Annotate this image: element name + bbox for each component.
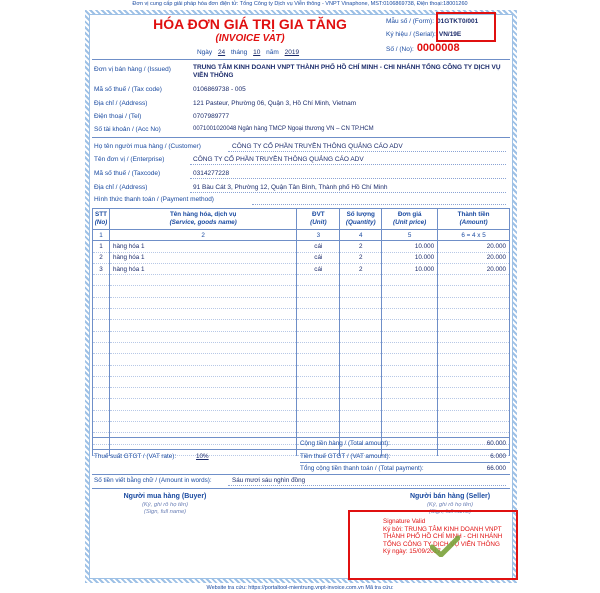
buyer-customer: CÔNG TY CỔ PHẦN TRUYỀN THÔNG QUẢNG CÁO ADV bbox=[232, 143, 403, 150]
cell-no: 3 bbox=[93, 263, 110, 274]
payment-method-dots bbox=[252, 204, 506, 205]
date-month: 10 bbox=[253, 49, 261, 56]
table-row-empty bbox=[93, 275, 510, 286]
cell-amount: 20.000 bbox=[438, 263, 510, 274]
signature-signed-date: Ký ngày: 15/09/2017 bbox=[383, 548, 441, 556]
table-row bbox=[93, 241, 510, 252]
invoice-no-line bbox=[386, 42, 460, 54]
table-row-empty bbox=[93, 365, 510, 376]
amount-words-label: Số tiền viết bằng chữ / (Amount in words): bbox=[94, 477, 212, 484]
invoice-no-label: Số / (No): bbox=[386, 46, 414, 53]
date-prefix: Ngày bbox=[196, 49, 213, 56]
date-year: 2019 bbox=[284, 49, 300, 56]
cell-price: 10.000 bbox=[382, 252, 438, 263]
table-header-row bbox=[93, 209, 510, 230]
cell-unit: cái bbox=[297, 252, 340, 263]
col-index: 5 bbox=[382, 230, 438, 241]
buyer-tax-dots bbox=[190, 178, 506, 179]
vat-rate-label: Thuế suất GTGT / (VAT rate): bbox=[94, 453, 177, 460]
cell-unit: cái bbox=[297, 263, 340, 274]
form-value: 01GTKT0/001 bbox=[437, 18, 479, 25]
buyer-address: 91 Bàu Cát 3, Phường 12, Quận Tân Bình, Thành phố Hồ Chí Minh bbox=[193, 184, 388, 191]
seller-tax-label: Mã số thuế / (Tax code) bbox=[94, 86, 162, 93]
cell-qty: 2 bbox=[340, 241, 382, 252]
header-divider bbox=[92, 59, 510, 60]
buyer-enterprise: CÔNG TY CỔ PHẦN TRUYỀN THÔNG QUẢNG CÁO ADV bbox=[193, 156, 364, 163]
seller-sign-sub1: (Ký, ghi rõ họ tên) bbox=[426, 502, 474, 508]
table-row-empty bbox=[93, 388, 510, 399]
cell-no: 2 bbox=[93, 252, 110, 263]
table-row-empty bbox=[93, 354, 510, 365]
invoice-subtitle: (INVOICE VAT) bbox=[215, 33, 285, 44]
table-row-empty bbox=[93, 286, 510, 297]
col-header-price: Đơn giá (Unit price) bbox=[382, 209, 438, 230]
cell-qty: 2 bbox=[340, 263, 382, 274]
table-row-empty bbox=[93, 399, 510, 410]
col-index: 2 bbox=[109, 230, 296, 241]
cell-price: 10.000 bbox=[382, 241, 438, 252]
table-row-empty bbox=[93, 410, 510, 421]
buyer-enterprise-label: Tên đơn vị / (Enterprise) bbox=[94, 156, 165, 163]
table-row-empty bbox=[93, 309, 510, 320]
seller-name-label: Đơn vị bán hàng / (Issued) bbox=[94, 66, 171, 73]
seller-sign-title: Người bán hàng (Seller) bbox=[409, 493, 491, 500]
buyer-customer-dots bbox=[228, 151, 506, 152]
vat-amount-label: Tiền thuế GTGT / (VAT amount): bbox=[300, 453, 391, 460]
col-header-amount: Thành tiền (Amount) bbox=[438, 209, 510, 230]
table-row-empty bbox=[93, 342, 510, 353]
cell-name: hàng hóa 1 bbox=[109, 241, 296, 252]
cell-no: 1 bbox=[93, 241, 110, 252]
total-amount-value: 60.000 bbox=[486, 440, 506, 447]
date-day: 24 bbox=[217, 49, 226, 56]
seller-acc-label: Số tài khoản / (Acc No) bbox=[94, 126, 161, 133]
form-label: Mẫu số / (Form): bbox=[386, 18, 435, 25]
cell-amount: 20.000 bbox=[438, 241, 510, 252]
col-header-qty: Số lượng (Quantity) bbox=[340, 209, 382, 230]
totals-divider-3 bbox=[92, 474, 510, 475]
table-row-empty bbox=[93, 320, 510, 331]
buyer-tax-label: Mã số thuế / (Taxcode) bbox=[94, 170, 161, 177]
table-row-empty bbox=[93, 331, 510, 342]
total-payment-value: 66.000 bbox=[486, 465, 506, 472]
seller-tax: 0106869738 - 005 bbox=[193, 86, 246, 93]
col-header-unit: ĐVT (Unit) bbox=[297, 209, 340, 230]
items-table bbox=[92, 208, 510, 456]
buyer-customer-label: Họ tên người mua hàng / (Customer) bbox=[94, 143, 201, 150]
totals-divider-1 bbox=[92, 449, 510, 450]
seller-acc: 007100102004​8 Ngân hàng TMCP Ngoại thương VN – CN TP.HCM bbox=[193, 126, 374, 132]
serial-value: VN/19E bbox=[438, 31, 462, 38]
seller-tel: 0707989777 bbox=[193, 113, 230, 120]
seller-sign-sub2: (Sign, full name) bbox=[428, 509, 472, 515]
totals-divider-2 bbox=[300, 462, 510, 463]
table-row-empty bbox=[93, 297, 510, 308]
meta-highlight-box bbox=[436, 12, 496, 42]
seller-tel-label: Điện thoại / (Tel) bbox=[94, 113, 142, 120]
seller-address-label: Địa chỉ / (Address) bbox=[94, 100, 148, 107]
invoice-title: HÓA ĐƠN GIÁ TRỊ GIA TĂNG bbox=[153, 16, 347, 32]
col-index: 4 bbox=[340, 230, 382, 241]
signature-valid-title: Signature Valid bbox=[383, 518, 426, 525]
buyer-sign-sub1: (Ký, ghi rõ họ tên) bbox=[141, 502, 189, 508]
total-payment-label: Tổng cộng tiền thanh toán / (Total payment): bbox=[300, 465, 424, 472]
payment-method-label: Hình thức thanh toán / (Payment method) bbox=[94, 196, 214, 203]
signature-signed-by: Ký bởi: TRUNG TÂM KINH DOANH VNPT THÀNH PHỐ HỒ CHÍ MINH - CHI NHÁNH TỔNG CÔNG TY DỊCH VỤ VIỄN THÔNG bbox=[383, 525, 503, 548]
buyer-enterprise-dots bbox=[190, 164, 506, 165]
seller-address: 121 Pasteur, Phường 06, Quận 3, Hồ Chí Minh, Vietnam bbox=[193, 100, 357, 107]
buyer-address-dots bbox=[190, 192, 506, 193]
cell-amount: 20.000 bbox=[438, 252, 510, 263]
table-row-empty bbox=[93, 422, 510, 433]
col-index: 6 = 4 x 5 bbox=[438, 230, 510, 241]
table-row bbox=[93, 263, 510, 274]
checkmark-icon bbox=[430, 535, 460, 557]
table-row bbox=[93, 252, 510, 263]
vat-amount-value: 6.000 bbox=[490, 453, 506, 460]
col-index-row bbox=[93, 230, 510, 241]
vat-rate-value: 10% bbox=[196, 453, 209, 460]
bottom-note: Website tra cứu: https://portaltool-mientrung.vnpt-invoice.com.vn Mã tra cứu: bbox=[206, 585, 394, 591]
cell-name: hàng hóa 1 bbox=[109, 263, 296, 274]
cell-qty: 2 bbox=[340, 252, 382, 263]
amount-words-dots bbox=[228, 485, 506, 486]
table-row-empty bbox=[93, 376, 510, 387]
invoice-no-value: 0000008 bbox=[416, 42, 460, 54]
date-year-label: năm bbox=[266, 49, 279, 56]
totals-divider-top bbox=[92, 437, 510, 438]
col-index: 3 bbox=[297, 230, 340, 241]
cell-price: 10.000 bbox=[382, 263, 438, 274]
seller-divider bbox=[92, 137, 510, 138]
top-note: Đơn vị cung cấp giải pháp hóa đơn điện tử: Tổng Công ty Dịch vụ Viễn thông - VNPT Vinaphone, MST:0106869738, Điện thoại:18001260 bbox=[132, 1, 468, 7]
serial-label: Ký hiệu / (Serial): bbox=[386, 31, 436, 38]
cell-unit: cái bbox=[297, 241, 340, 252]
col-header-name: Tên hàng hóa, dịch vụ (Service, goods name) bbox=[109, 209, 296, 230]
buyer-tax: 0314277228 bbox=[193, 170, 230, 177]
col-header-no: STT (No) bbox=[93, 209, 110, 230]
buyer-address-label: Địa chỉ / (Address) bbox=[94, 184, 148, 191]
buyer-sign-sub2: (Sign, full name) bbox=[143, 509, 187, 515]
seller-name: TRUNG TÂM KINH DOANH VNPT THÀNH PHỐ HỒ CHÍ MINH - CHI NHÁNH TỔNG CÔNG TY DỊCH VỤ VIỄN THÔNG bbox=[193, 64, 501, 79]
totals-divider-4 bbox=[92, 488, 510, 489]
total-amount-label: Cộng tiền hàng / (Total amount): bbox=[300, 440, 390, 447]
cell-name: hàng hóa 1 bbox=[109, 252, 296, 263]
amount-words: Sáu mươi sáu nghìn đồng bbox=[232, 477, 306, 484]
date-month-label: tháng bbox=[230, 49, 248, 56]
invoice-date bbox=[150, 49, 350, 56]
buyer-sign-title: Người mua hàng (Buyer) bbox=[123, 493, 207, 500]
col-index: 1 bbox=[93, 230, 110, 241]
